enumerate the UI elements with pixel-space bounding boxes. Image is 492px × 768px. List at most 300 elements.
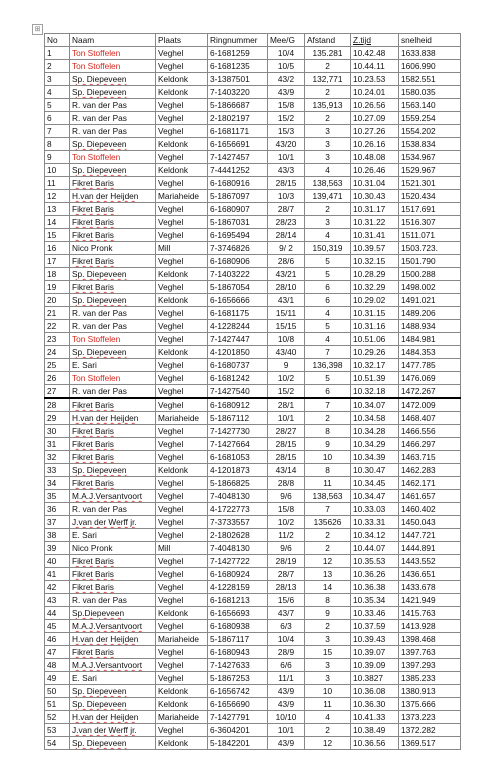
table-row	[45, 138, 461, 151]
cell-ringnummer: 7-1427664	[208, 438, 268, 451]
cell-no: 23	[45, 333, 70, 346]
cell-ringnummer: 5-1867117	[208, 633, 268, 646]
cell-snelheid: 1444.891	[399, 542, 461, 555]
cell-snelheid: 1380.913	[399, 685, 461, 698]
cell-snelheid: 1582.551	[399, 73, 461, 86]
table-row	[45, 203, 461, 216]
table-row	[45, 581, 461, 594]
table-row	[45, 529, 461, 542]
cell-ringnummer: 6-1680912	[208, 398, 268, 412]
cell-plaats: Veghel	[156, 60, 208, 73]
table-row	[45, 594, 461, 607]
cell-snelheid: 1477.785	[399, 359, 461, 372]
cell-snelheid: 1472.009	[399, 398, 461, 412]
cell-ringnummer: 6-1680924	[208, 568, 268, 581]
cell-snelheid: 1520.434	[399, 190, 461, 203]
cell-mee-g: 15/6	[268, 594, 305, 607]
cell-afstand: 4	[305, 307, 351, 320]
col-header-afstand: Afstand	[305, 34, 351, 47]
cell-naam: R. van der Pas	[70, 99, 156, 112]
cell-plaats: Veghel	[156, 516, 208, 529]
cell-naam: E. Sari	[70, 672, 156, 685]
cell-ringnummer: 2-1802628	[208, 529, 268, 542]
cell-plaats: Veghel	[156, 594, 208, 607]
cell-no: 6	[45, 112, 70, 125]
cell-z-tijd: 10.32.15	[351, 255, 399, 268]
cell-plaats: Veghel	[156, 555, 208, 568]
cell-mee-g: 10/1	[268, 412, 305, 425]
cell-plaats: Keldonk	[156, 698, 208, 711]
cell-z-tijd: 10.39.43	[351, 633, 399, 646]
cell-ringnummer: 7-3733557	[208, 516, 268, 529]
cell-afstand: 3	[305, 672, 351, 685]
cell-mee-g: 28/7	[268, 203, 305, 216]
cell-afstand: 2	[305, 542, 351, 555]
cell-snelheid: 1421.949	[399, 594, 461, 607]
cell-naam: H.van der Heijden	[70, 190, 156, 203]
cell-no: 4	[45, 86, 70, 99]
cell-no: 52	[45, 711, 70, 724]
cell-afstand: 135.281	[305, 47, 351, 60]
cell-plaats: Veghel	[156, 425, 208, 438]
cell-plaats: Veghel	[156, 99, 208, 112]
cell-z-tijd: 10.34.29	[351, 438, 399, 451]
cell-naam: R. van der Pas	[70, 125, 156, 138]
cell-naam: Fikret Baris	[70, 216, 156, 229]
cell-plaats: Keldonk	[156, 346, 208, 359]
cell-z-tijd: 10.27.09	[351, 112, 399, 125]
cell-mee-g: 28/6	[268, 255, 305, 268]
cell-z-tijd: 10.36.38	[351, 581, 399, 594]
table-row	[45, 503, 461, 516]
cell-plaats: Keldonk	[156, 737, 208, 750]
cell-snelheid: 1397.763	[399, 646, 461, 659]
cell-no: 8	[45, 138, 70, 151]
cell-no: 29	[45, 412, 70, 425]
cell-naam: Fikret Baris	[70, 255, 156, 268]
cell-mee-g: 28/7	[268, 568, 305, 581]
results-table	[44, 33, 461, 750]
cell-z-tijd: 10.32.29	[351, 281, 399, 294]
table-row	[45, 620, 461, 633]
cell-afstand: 6	[305, 294, 351, 307]
cell-plaats: Veghel	[156, 620, 208, 633]
cell-ringnummer: 4-1228159	[208, 581, 268, 594]
table-row	[45, 464, 461, 477]
cell-mee-g: 15/3	[268, 125, 305, 138]
cell-z-tijd: 10.48.08	[351, 151, 399, 164]
cell-z-tijd: 10.36.56	[351, 737, 399, 750]
cell-ringnummer: 7-1403222	[208, 268, 268, 281]
cell-afstand: 135626	[305, 516, 351, 529]
cell-naam: Fikret Baris	[70, 581, 156, 594]
cell-afstand: 2	[305, 112, 351, 125]
cell-afstand: 15	[305, 646, 351, 659]
cell-snelheid: 1500.288	[399, 268, 461, 281]
cell-ringnummer: 7-1427730	[208, 425, 268, 438]
table-row	[45, 216, 461, 229]
cell-plaats: Mariaheide	[156, 412, 208, 425]
table-row	[45, 646, 461, 659]
cell-mee-g: 10/8	[268, 333, 305, 346]
cell-mee-g: 43/40	[268, 346, 305, 359]
cell-z-tijd: 10.41.33	[351, 711, 399, 724]
cell-afstand: 3	[305, 125, 351, 138]
cell-naam: E. Sari	[70, 359, 156, 372]
table-row	[45, 359, 461, 372]
cell-plaats: Veghel	[156, 151, 208, 164]
cell-z-tijd: 10.34.28	[351, 425, 399, 438]
cell-no: 53	[45, 724, 70, 737]
table-row	[45, 711, 461, 724]
cell-no: 48	[45, 659, 70, 672]
cell-naam: R. van der Pas	[70, 307, 156, 320]
cell-plaats: Mariaheide	[156, 711, 208, 724]
results-body	[45, 47, 461, 750]
cell-plaats: Veghel	[156, 477, 208, 490]
cell-plaats: Keldonk	[156, 86, 208, 99]
table-row	[45, 346, 461, 359]
cell-plaats: Veghel	[156, 490, 208, 503]
cell-ringnummer: 7-1403220	[208, 86, 268, 99]
cell-z-tijd: 10.34.45	[351, 477, 399, 490]
cell-ringnummer: 4-1201873	[208, 464, 268, 477]
cell-afstand: 3	[305, 633, 351, 646]
cell-naam: M.A.J.Versantvoort	[70, 659, 156, 672]
cell-no: 22	[45, 320, 70, 333]
table-row	[45, 412, 461, 425]
table-row	[45, 555, 461, 568]
table-row	[45, 737, 461, 750]
table-row	[45, 425, 461, 438]
cell-snelheid: 1468.407	[399, 412, 461, 425]
cell-snelheid: 1538.834	[399, 138, 461, 151]
cell-snelheid: 1460.402	[399, 503, 461, 516]
cell-ringnummer: 6-1681235	[208, 60, 268, 73]
table-row	[45, 281, 461, 294]
cell-no: 16	[45, 242, 70, 255]
cell-plaats: Mill	[156, 242, 208, 255]
cell-ringnummer: 7-1427722	[208, 555, 268, 568]
cell-mee-g: 9/ 2	[268, 242, 305, 255]
table-row	[45, 685, 461, 698]
cell-plaats: Veghel	[156, 281, 208, 294]
cell-plaats: Keldonk	[156, 164, 208, 177]
table-row	[45, 724, 461, 737]
cell-plaats: Veghel	[156, 203, 208, 216]
cell-naam: Sp. Diepeveen	[70, 346, 156, 359]
cell-no: 43	[45, 594, 70, 607]
cell-snelheid: 1463.715	[399, 451, 461, 464]
cell-naam: Fikret Baris	[70, 451, 156, 464]
cell-plaats: Mariaheide	[156, 633, 208, 646]
cell-ringnummer: 5-1866825	[208, 477, 268, 490]
table-row	[45, 542, 461, 555]
cell-ringnummer: 6-1656691	[208, 138, 268, 151]
cell-naam: Fikret Baris	[70, 646, 156, 659]
table-row	[45, 164, 461, 177]
cell-z-tijd: 10.28.29	[351, 268, 399, 281]
cell-ringnummer: 6-1681259	[208, 47, 268, 60]
cell-afstand: 8	[305, 464, 351, 477]
cell-z-tijd: 10.29.26	[351, 346, 399, 359]
cell-no: 14	[45, 216, 70, 229]
cell-no: 45	[45, 620, 70, 633]
cell-mee-g: 43/3	[268, 164, 305, 177]
cell-no: 44	[45, 607, 70, 620]
cell-afstand: 11	[305, 477, 351, 490]
cell-snelheid: 1511.071	[399, 229, 461, 242]
cell-snelheid: 1443.552	[399, 555, 461, 568]
cell-no: 12	[45, 190, 70, 203]
cell-mee-g: 9/6	[268, 490, 305, 503]
cell-ringnummer: 7-3746826	[208, 242, 268, 255]
cell-snelheid: 1398.468	[399, 633, 461, 646]
cell-afstand: 136,398	[305, 359, 351, 372]
cell-ringnummer: 6-1656666	[208, 294, 268, 307]
cell-snelheid: 1489.206	[399, 307, 461, 320]
cell-z-tijd: 10.26.56	[351, 99, 399, 112]
cell-afstand: 2	[305, 620, 351, 633]
cell-no: 18	[45, 268, 70, 281]
cell-snelheid: 1529.967	[399, 164, 461, 177]
cell-ringnummer: 5-1867112	[208, 412, 268, 425]
cell-plaats: Mill	[156, 542, 208, 555]
cell-plaats: Keldonk	[156, 294, 208, 307]
cell-snelheid: 1461.657	[399, 490, 461, 503]
cell-mee-g: 28/23	[268, 216, 305, 229]
cell-afstand: 4	[305, 711, 351, 724]
cell-z-tijd: 10.51.39	[351, 372, 399, 385]
cell-mee-g: 10/10	[268, 711, 305, 724]
cell-mee-g: 43/21	[268, 268, 305, 281]
cell-ringnummer: 4-1722773	[208, 503, 268, 516]
cell-z-tijd: 10.37.59	[351, 620, 399, 633]
cell-plaats: Keldonk	[156, 73, 208, 86]
cell-no: 42	[45, 581, 70, 594]
cell-naam: H.van der Heijden	[70, 412, 156, 425]
cell-snelheid: 1488.934	[399, 320, 461, 333]
cell-ringnummer: 6-1681175	[208, 307, 268, 320]
table-row	[45, 333, 461, 346]
cell-mee-g: 43/1	[268, 294, 305, 307]
cell-z-tijd: 10.33.03	[351, 503, 399, 516]
cell-plaats: Veghel	[156, 672, 208, 685]
cell-ringnummer: 7-4048130	[208, 490, 268, 503]
cell-snelheid: 1554.202	[399, 125, 461, 138]
cell-ringnummer: 5-1867097	[208, 190, 268, 203]
cell-mee-g: 43/2	[268, 73, 305, 86]
cell-afstand: 3	[305, 151, 351, 164]
cell-z-tijd: 10.36.30	[351, 698, 399, 711]
cell-z-tijd: 10.34.12	[351, 529, 399, 542]
cell-no: 13	[45, 203, 70, 216]
cell-snelheid: 1491.021	[399, 294, 461, 307]
cell-plaats: Veghel	[156, 724, 208, 737]
cell-ringnummer: 6-1680938	[208, 620, 268, 633]
cell-mee-g: 43/9	[268, 685, 305, 698]
cell-z-tijd: 10.34.07	[351, 398, 399, 412]
cell-plaats: Veghel	[156, 503, 208, 516]
table-row	[45, 633, 461, 646]
cell-no: 33	[45, 464, 70, 477]
cell-ringnummer: 3-1387501	[208, 73, 268, 86]
cell-snelheid: 1580.035	[399, 86, 461, 99]
cell-naam: Sp.Diepeveen	[70, 607, 156, 620]
cell-ringnummer: 6-1681242	[208, 372, 268, 385]
cell-z-tijd: 10.31.17	[351, 203, 399, 216]
cell-plaats: Keldonk	[156, 464, 208, 477]
cell-afstand: 2	[305, 86, 351, 99]
cell-no: 5	[45, 99, 70, 112]
cell-afstand: 4	[305, 333, 351, 346]
cell-afstand: 3	[305, 138, 351, 151]
col-header-snelheid: snelheid	[399, 34, 461, 47]
cell-afstand: 132,771	[305, 73, 351, 86]
cell-plaats: Veghel	[156, 568, 208, 581]
cell-snelheid: 1503.723.	[399, 242, 461, 255]
cell-afstand: 2	[305, 724, 351, 737]
cell-naam: J.van der Werff jr.	[70, 724, 156, 737]
cell-plaats: Veghel	[156, 372, 208, 385]
cell-naam: Sp. Diepeveen	[70, 164, 156, 177]
cell-mee-g: 10/1	[268, 151, 305, 164]
cell-afstand: 2	[305, 529, 351, 542]
table-row	[45, 438, 461, 451]
cell-naam: E. Sari	[70, 529, 156, 542]
cell-ringnummer: 6-1681053	[208, 451, 268, 464]
cell-z-tijd: 10.31.41	[351, 229, 399, 242]
cell-snelheid: 1516.307	[399, 216, 461, 229]
cell-z-tijd: 10.31.15	[351, 307, 399, 320]
cell-snelheid: 1559.254	[399, 112, 461, 125]
cell-snelheid: 1517.691	[399, 203, 461, 216]
cell-mee-g: 15/2	[268, 112, 305, 125]
cell-mee-g: 9/6	[268, 542, 305, 555]
cell-naam: Fikret Baris	[70, 555, 156, 568]
cell-afstand: 7	[305, 346, 351, 359]
cell-naam: M.A.J.Versantvoort	[70, 620, 156, 633]
col-header-no: No	[45, 34, 70, 47]
cell-naam: R. van der Pas	[70, 385, 156, 399]
cell-ringnummer: 6-3604201	[208, 724, 268, 737]
cell-mee-g: 28/9	[268, 646, 305, 659]
cell-afstand: 7	[305, 398, 351, 412]
table-row	[45, 268, 461, 281]
cell-naam: R. van der Pas	[70, 320, 156, 333]
cell-afstand: 3	[305, 216, 351, 229]
cell-naam: Sp. Diepeveen	[70, 86, 156, 99]
cell-plaats: Veghel	[156, 125, 208, 138]
cell-afstand: 138,563	[305, 177, 351, 190]
table-move-handle-icon[interactable]: ⊞	[32, 24, 43, 35]
cell-naam: Fikret Baris	[70, 477, 156, 490]
cell-plaats: Veghel	[156, 320, 208, 333]
cell-mee-g: 28/19	[268, 555, 305, 568]
cell-naam: Ton Stoffelen	[70, 60, 156, 73]
cell-mee-g: 11/1	[268, 672, 305, 685]
cell-mee-g: 15/2	[268, 385, 305, 399]
cell-naam: Ton Stoffelen	[70, 372, 156, 385]
cell-naam: Fikret Baris	[70, 568, 156, 581]
cell-mee-g: 15/11	[268, 307, 305, 320]
cell-mee-g: 10/3	[268, 190, 305, 203]
cell-ringnummer: 4-1228244	[208, 320, 268, 333]
cell-z-tijd: 10.35.34	[351, 594, 399, 607]
cell-plaats: Veghel	[156, 385, 208, 399]
cell-no: 9	[45, 151, 70, 164]
table-row	[45, 568, 461, 581]
table-row	[45, 60, 461, 73]
cell-afstand: 5	[305, 255, 351, 268]
cell-no: 46	[45, 633, 70, 646]
cell-mee-g: 15/15	[268, 320, 305, 333]
cell-no: 30	[45, 425, 70, 438]
cell-afstand: 2	[305, 60, 351, 73]
cell-mee-g: 28/10	[268, 281, 305, 294]
col-header-mee-g: Mee/G	[268, 34, 305, 47]
col-header-z-tijd: Z.tijd	[351, 34, 399, 47]
cell-plaats: Keldonk	[156, 268, 208, 281]
table-row	[45, 516, 461, 529]
cell-naam: Sp. Diepeveen	[70, 698, 156, 711]
table-row	[45, 398, 461, 412]
cell-plaats: Veghel	[156, 216, 208, 229]
cell-no: 1	[45, 47, 70, 60]
cell-snelheid: 1436.651	[399, 568, 461, 581]
cell-no: 50	[45, 685, 70, 698]
cell-mee-g: 10/4	[268, 633, 305, 646]
table-row	[45, 112, 461, 125]
cell-afstand: 11	[305, 698, 351, 711]
cell-mee-g: 28/14	[268, 229, 305, 242]
cell-snelheid: 1433.678	[399, 581, 461, 594]
cell-z-tijd: 10.34.39	[351, 451, 399, 464]
cell-afstand: 5	[305, 268, 351, 281]
cell-afstand: 5	[305, 320, 351, 333]
cell-ringnummer: 6-1680906	[208, 255, 268, 268]
cell-ringnummer: 6-1680907	[208, 203, 268, 216]
cell-no: 51	[45, 698, 70, 711]
cell-afstand: 6	[305, 385, 351, 399]
cell-z-tijd: 10.24.01	[351, 86, 399, 99]
cell-no: 26	[45, 372, 70, 385]
cell-mee-g: 28/15	[268, 451, 305, 464]
cell-naam: R. van der Pas	[70, 112, 156, 125]
cell-afstand: 139,471	[305, 190, 351, 203]
cell-mee-g: 28/8	[268, 477, 305, 490]
table-row	[45, 607, 461, 620]
cell-afstand: 10	[305, 451, 351, 464]
cell-afstand: 138,563	[305, 490, 351, 503]
table-row	[45, 385, 461, 399]
cell-z-tijd: 10.35.53	[351, 555, 399, 568]
cell-mee-g: 15/8	[268, 99, 305, 112]
cell-naam: H.van der Heijden	[70, 711, 156, 724]
cell-mee-g: 28/15	[268, 438, 305, 451]
cell-mee-g: 43/7	[268, 607, 305, 620]
cell-mee-g: 43/14	[268, 464, 305, 477]
cell-afstand: 14	[305, 581, 351, 594]
table-row	[45, 672, 461, 685]
cell-plaats: Veghel	[156, 659, 208, 672]
cell-naam: M.A.J.Versantvoort	[70, 490, 156, 503]
cell-ringnummer: 6-1656693	[208, 607, 268, 620]
cell-ringnummer: 4-1201850	[208, 346, 268, 359]
cell-ringnummer: 7-1427633	[208, 659, 268, 672]
cell-naam: Fikret Baris	[70, 438, 156, 451]
cell-no: 31	[45, 438, 70, 451]
